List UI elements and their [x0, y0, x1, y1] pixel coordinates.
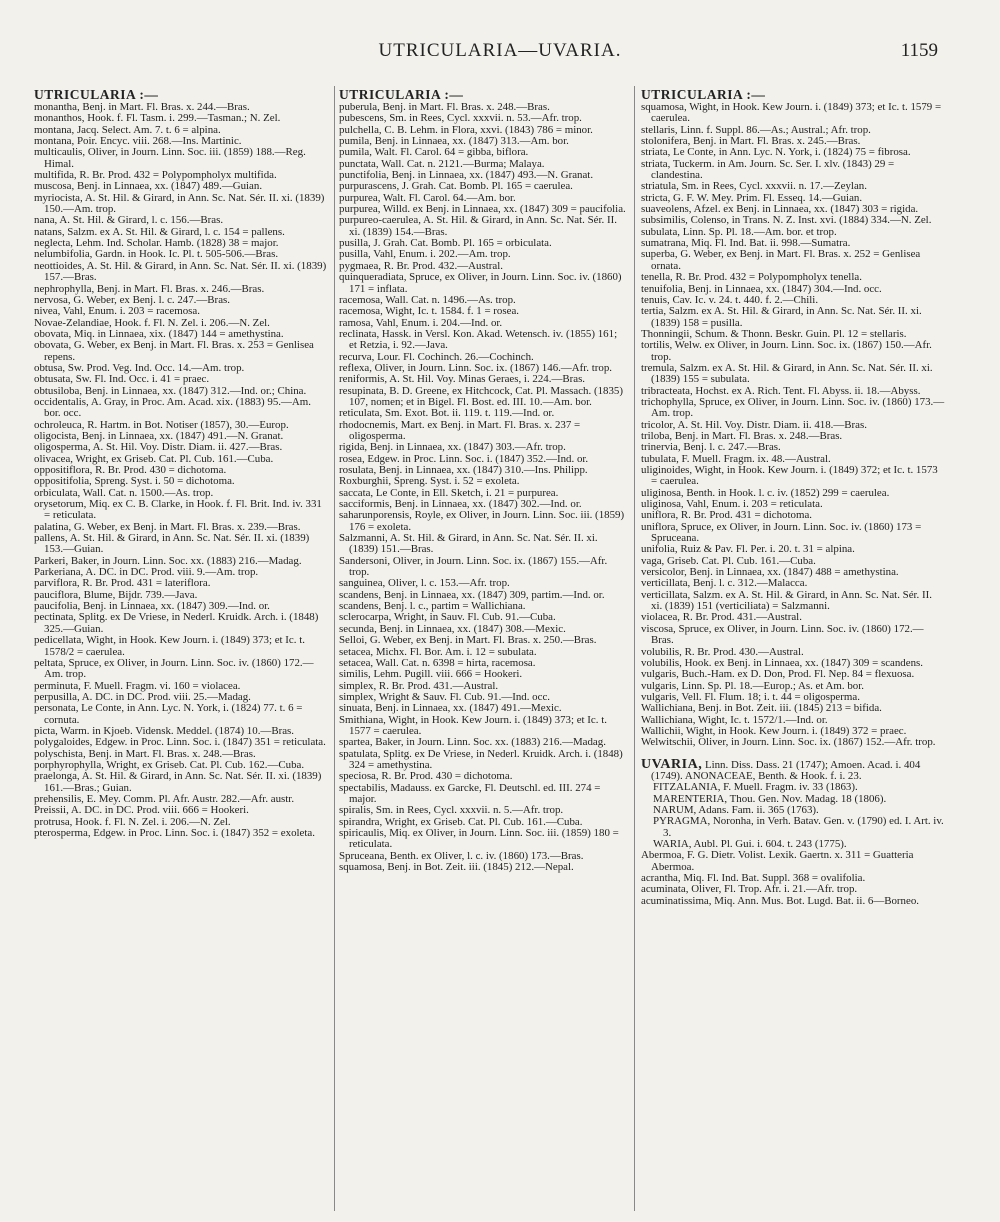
index-entry: striata, Tuckerm. in Am. Journ. Sc. Ser. I. xlv. (1843) 29 = clandestina. [641, 157, 895, 182]
index-entry: unifolia, Ruiz & Pav. Fl. Per. i. 20. t. 31 = alpina. [641, 543, 855, 556]
index-entry: superba, G. Weber, ex Benj. in Mart. Fl. Bras. x. 252 = Genlisea ornata. [641, 248, 921, 272]
index-entry: spirandra, Wright, ex Griseb. Cat. Pl. Cub. 161.—Cuba. [339, 815, 583, 828]
index-entry: subulata, Linn. Sp. Pl. 18.—Am. bor. et trop. [641, 225, 837, 238]
index-entry: rosulata, Benj. in Linnaea, xx. (1847) 310.—Ins. Philipp. [339, 464, 588, 476]
index-entry: orbiculata, Wall. Cat. n. 1500.—As. trop. [34, 486, 214, 499]
column-1 [34, 88, 330, 1208]
synonym-entry: FITZALANIA, F. Muell. Fragm. iv. 33 (1863). [653, 781, 858, 794]
index-entry: uliginosa, Vahl, Enum. i. 203 = reticulata. [641, 498, 823, 511]
synonym-entry: WARIA, Aubl. Pl. Gui. i. 604. t. 243 (1775). [653, 838, 847, 850]
index-entry: rhodocnemis, Mart. ex Benj. in Mart. Fl. Bras. x. 237 = oligosperma. [339, 418, 581, 442]
index-entry: racemosa, Wall. Cat. n. 1496.—As. trop. [339, 293, 516, 306]
index-entry: volubilis, R. Br. Prod. 430.—Austral. [641, 645, 804, 658]
index-entry: suaveolens, Afzel. ex Benj. in Linnaea, xx. (1847) 303 = rigida. [641, 203, 919, 216]
index-entry: striatula, Sm. in Rees, Cycl. xxxvii. n. 17.—Zeylan. [641, 180, 867, 193]
synonym-entry: NARUM, Adans. Fam. ii. 365 (1763). [653, 803, 819, 816]
column-divider [634, 86, 635, 1211]
index-entry: Parkeri, Baker, in Journ. Linn. Soc. xx. (1883) 216.—Madag. [34, 554, 302, 567]
index-entry: tortilis, Welw. ex Oliver, in Journ. Linn. Soc. ix. (1867) 150.—Afr. trop. [641, 339, 932, 363]
index-entry: nana, A. St. Hil. & Girard, l. c. 156.—Bras. [34, 214, 224, 227]
index-entry: squamosa, Wight, in Hook. Kew Journ. i. (1849) 373; et Ic. t. 1579 = caerulea. [641, 101, 942, 125]
index-entry: punctifolia, Benj. in Linnaea, xx. (1847) 493.—N. Granat. [339, 169, 594, 182]
entry-list [641, 102, 945, 749]
index-entry: violacea, R. Br. Prod. 431.—Austral. [641, 611, 802, 624]
synonym-entry: MARENTERIA, Thou. Gen. Nov. Madag. 18 (1806). [653, 792, 887, 805]
index-entry: obovata, G. Weber, ex Benj. in Mart. Fl. Bras. x. 253 = Genlisea repens. [34, 339, 314, 363]
index-entry: purpurea, Willd. ex Benj. in Linnaea, xx. (1847) 309 = paucifolia. [339, 203, 626, 216]
entry-list [339, 102, 626, 873]
index-entry: ochroleuca, R. Hartm. in Bot. Notiser (1857), 30.—Europ. [34, 418, 289, 431]
index-entry: polyschista, Benj. in Mart. Fl. Bras. x. 248.—Bras. [34, 747, 256, 760]
index-entry: parviflora, R. Br. Prod. 431 = lateriflora. [34, 577, 211, 590]
index-entry: oligosperma, A. St. Hil. Voy. Distr. Diam. ii. 427.—Bras. [34, 441, 283, 454]
index-entry: reniformis, A. St. Hil. Voy. Minas Geraes, i. 224.—Bras. [339, 373, 586, 386]
index-entry: paucifolia, Benj. in Linnaea, xx. (1847) 309.—Ind. or. [34, 600, 270, 613]
running-title: UTRICULARIA—UVARIA. [378, 40, 622, 61]
index-entry: purpureo-caerulea, A. St. Hil. & Girard, in Ann. Sc. Nat. Sér. II. xi. (1839) 154.—Bras. [339, 214, 617, 238]
index-entry: nervosa, G. Weber, ex Benj. l. c. 247.—Bras. [34, 293, 230, 306]
index-entry: Wallichiana, Wight, Ic. t. 1572/1.—Ind. or. [641, 713, 828, 726]
index-entry: volubilis, Hook. ex Benj. in Linnaea, xx. (1847) 309 = scandens. [641, 656, 923, 669]
index-entry: myriocista, A. St. Hil. & Girard, in Ann. Sc. Nat. Sér. II. xi. (1839) 150.—Am. trop. [34, 191, 325, 216]
index-entry: recurva, Lour. Fl. Cochinch. 26.—Cochinch. [339, 350, 534, 363]
index-entry: simplex, Wright & Sauv. Fl. Cub. 91.—Ind. occ. [339, 690, 551, 703]
index-entry: picta, Warm. in Kjoeb. Vidensk. Meddel. (1874) 10.—Bras. [34, 724, 295, 737]
index-entry: spartea, Baker, in Journ. Linn. Soc. xx. (1883) 216.—Madag. [339, 736, 606, 749]
index-entry: subsimilis, Colenso, in Trans. N. Z. Inst. xvi. (1884) 334.—N. Zel. [641, 214, 932, 227]
index-entry: acrantha, Miq. Fl. Ind. Bat. Suppl. 368 = ovalifolia. [641, 872, 866, 885]
column-heading: UTRICULARIA :— [339, 88, 464, 102]
index-entry: pusilla, Vahl, Enum. i. 202.—Am. trop. [339, 248, 511, 261]
index-entry: similis, Lehm. Pugill. viii. 666 = Hookeri. [339, 668, 523, 681]
column-2 [339, 88, 626, 1208]
index-entry: vulgaris, Linn. Sp. Pl. 18.—Europ.; As. et Am. bor. [641, 679, 864, 692]
index-entry: montana, Poir. Encyc. viii. 268.—Ins. Martinic. [34, 135, 242, 148]
index-entry: scandens, Benj. l. c., partim = Wallichiana. [339, 600, 526, 613]
index-entry: acuminata, Oliver, Fl. Trop. Afr. i. 21.—Afr. trop. [641, 883, 858, 896]
genus-entry-list [641, 850, 945, 907]
index-entry: montana, Jacq. Select. Am. 7. t. 6 = alpina. [34, 123, 221, 136]
index-entry: multicaulis, Oliver, in Journ. Linn. Soc. iii. (1859) 188.—Reg. Himal. [34, 146, 306, 170]
index-entry: speciosa, R. Br. Prod. 430 = dichotoma. [339, 770, 513, 783]
index-entry: uliginoides, Wight, in Hook. Kew Journ. i. (1849) 372; et Ic. t. 1573 = caerulea. [641, 464, 938, 488]
index-entry: pectinata, Splitg. ex De Vriese, in Nederl. Kruidk. Arch. i. (1848) 325.—Guian. [34, 611, 319, 635]
index-entry: obtusata, Sw. Fl. Ind. Occ. i. 41 = praec. [34, 373, 210, 386]
genus-name: UVARIA, [641, 756, 703, 772]
index-entry: spatulata, Splitg. ex De Vriese, in Nederl. Kruidk. Arch. i. (1848) 324 = amethystina. [339, 747, 623, 771]
index-entry: reflexa, Oliver, in Journ. Linn. Soc. ix. (1867) 146.—Afr. trop. [339, 361, 612, 374]
index-entry: nivea, Vahl, Enum. i. 203 = racemosa. [34, 305, 200, 318]
index-entry: protrusa, Hook. f. Fl. N. Zel. i. 206.—N. Zel. [34, 815, 231, 828]
index-entry: oppositiflora, R. Br. Prod. 430 = dichotoma. [34, 464, 227, 476]
index-entry: secunda, Benj. in Linnaea, xx. (1847) 308.—Mexic. [339, 622, 566, 635]
index-entry: spiralis, Sm. in Rees, Cycl. xxxvii. n. 5.—Afr. trop. [339, 804, 564, 817]
entry-list [34, 102, 330, 839]
index-entry: verticillata, Salzm. ex A. St. Hil. & Girard, in Ann. Sc. Nat. Sér. II. xi. (1839) 151 (verticiliata) = Salzmanni. [641, 588, 932, 613]
index-entry: sanguinea, Oliver, l. c. 153.—Afr. trop. [339, 577, 510, 590]
column-heading: UTRICULARIA :— [34, 88, 159, 102]
index-entry: polygaloides, Edgew. in Proc. Linn. Soc. i. (1847) 351 = reticulata. [34, 736, 326, 749]
index-entry: nephrophylla, Benj. in Mart. Fl. Bras. x. 246.—Bras. [34, 282, 265, 295]
index-entry: olivacea, Wright, ex Griseb. Cat. Pl. Cub. 161.—Cuba. [34, 452, 274, 465]
index-entry: purpurascens, J. Grah. Cat. Bomb. Pl. 165 = caerulea. [339, 180, 573, 193]
index-entry: spiricaulis, Miq. ex Oliver, in Journ. Linn. Soc. iii. (1859) 180 = reticulata. [339, 827, 619, 851]
index-entry: tremula, Salzm. ex A. St. Hil. & Girard, in Ann. Sc. Nat. Sér. II. xi. (1839) 155 = subulata. [641, 361, 933, 386]
index-entry: setacea, Wall. Cat. n. 6398 = hirta, racemosa. [339, 656, 536, 669]
index-entry: Welwitschii, Oliver, in Journ. Linn. Soc. ix. (1867) 152.—Afr. trop. [641, 736, 936, 749]
index-entry: trichophylla, Spruce, ex Oliver, in Journ. Linn. Soc. iv. (1860) 173.—Am. trop. [641, 395, 945, 420]
page-header [0, 38, 1000, 68]
index-entry: pusilla, J. Grah. Cat. Bomb. Pl. 165 = orbiculata. [339, 237, 552, 250]
index-entry: multifida, R. Br. Prod. 432 = Polypompholyx multifida. [34, 169, 277, 182]
index-entry: saharunporensis, Royle, ex Oliver, in Journ. Linn. Soc. iii. (1859) 176 = exoleta. [339, 509, 625, 533]
index-entry: racemosa, Wight, Ic. t. 1584. f. 1 = rosea. [339, 305, 520, 318]
index-entry: obtusiloba, Benj. in Linnaea, xx. (1847) 312.—Ind. or.; China. [34, 384, 307, 397]
index-entry: sacciformis, Benj. in Linnaea, xx. (1847) 302.—Ind. or. [339, 498, 582, 511]
index-entry: Roxburghii, Spreng. Syst. i. 52 = exoleta. [339, 475, 520, 488]
index-entry: oligocista, Benj. in Linnaea, xx. (1847) 491.—N. Granat. [34, 429, 284, 442]
genus-block [641, 756, 945, 907]
index-entry: muscosa, Benj. in Linnaea, xx. (1847) 489.—Guian. [34, 180, 263, 193]
index-entry: perminuta, F. Muell. Fragm. vi. 160 = violacea. [34, 679, 241, 692]
index-entry: stolonifera, Benj. in Mart. Fl. Bras. x. 245.—Bras. [641, 135, 861, 148]
index-entry: verticillata, Benj. l. c. 312.—Malacca. [641, 577, 808, 590]
index-entry: setacea, Michx. Fl. Bor. Am. i. 12 = subulata. [339, 645, 537, 658]
index-entry: scandens, Benj. in Linnaea, xx. (1847) 309, partim.—Ind. or. [339, 588, 605, 601]
index-entry: Preissii, A. DC. in DC. Prod. viii. 666 = Hookeri. [34, 804, 249, 817]
index-entry: occidentalis, A. Gray, in Proc. Am. Acad. xix. (1883) 95.—Am. bor. occ. [34, 395, 311, 420]
column-heading: UTRICULARIA :— [641, 88, 766, 102]
index-entry: peltata, Spruce, ex Oliver, in Journ. Linn. Soc. iv. (1860) 172.—Am. trop. [34, 656, 314, 681]
index-entry: purpurea, Walt. Fl. Carol. 64.—Am. bor. [339, 191, 516, 204]
index-entry: nelumbifolia, Gardn. in Hook. Ic. Pl. t. 505-506.—Bras. [34, 248, 279, 261]
index-entry: pubescens, Sm. in Rees, Cycl. xxxvii. n. 53.—Afr. trop. [339, 112, 582, 125]
index-entry: vulgaris, Buch.-Ham. ex D. Don, Prod. Fl. Nep. 84 = flexuosa. [641, 668, 915, 681]
index-entry: pygmaea, R. Br. Prod. 432.—Austral. [339, 259, 503, 272]
index-entry: saccata, Le Conte, in Ell. Sketch, i. 21 = purpurea. [339, 486, 559, 499]
index-entry: personata, Le Conte, in Ann. Lyc. N. York, i. (1824) 77. t. 6 = cornuta. [34, 702, 303, 726]
index-entry: versicolor, Benj. in Linnaea, xx. (1847) 488 = amethystina. [641, 566, 899, 579]
index-entry: rosea, Edgew. in Proc. Linn. Soc. i. (1847) 352.—Ind. or. [339, 452, 589, 465]
index-entry: porphyrophylla, Wright, ex Griseb. Cat. Pl. Cub. 162.—Cuba. [34, 758, 305, 771]
index-entry: neottioides, A. St. Hil. & Girard, in Ann. Sc. Nat. Sér. II. xi. (1839) 157.—Bras. [34, 259, 327, 284]
index-entry: uniflora, R. Br. Prod. 431 = dichotoma. [641, 509, 813, 522]
index-entry: reticulata, Sm. Exot. Bot. ii. 119. t. 119.—Ind. or. [339, 407, 555, 420]
index-entry: reclinata, Hassk. in Versl. Kon. Akad. Wetensch. iv. (1855) 161; et Retzia, i. 92.—Java. [339, 327, 618, 352]
index-entry: palatina, G. Weber, ex Benj. in Mart. Fl. Bras. x. 239.—Bras. [34, 520, 301, 533]
index-entry: natans, Salzm. ex A. St. Hil. & Girard, l. c. 154 = pallens. [34, 225, 285, 238]
index-entry: pulchella, C. B. Lehm. in Flora, xxvi. (1843) 786 = minor. [339, 123, 593, 136]
index-entry: obovata, Miq. in Linnaea, xix. (1847) 144 = amethystina. [34, 327, 284, 340]
index-entry: tenuifolia, Benj. in Linnaea, xx. (1847) 304.—Ind. occ. [641, 282, 882, 295]
index-entry: stellaris, Linn. f. Suppl. 86.—As.; Austral.; Afr. trop. [641, 123, 871, 136]
index-entry: prehensilis, E. Mey. Comm. Pl. Afr. Austr. 282.—Afr. austr. [34, 792, 295, 805]
index-entry: striata, Le Conte, in Ann. Lyc. N. York, i. (1824) 75 = fibrosa. [641, 146, 911, 159]
synonym-entry: PYRAGMA, Noronha, in Verh. Batav. Gen. v. (1790) ed. I. Art. iv. 3. [653, 815, 944, 839]
index-entry: tricolor, A. St. Hil. Voy. Distr. Diam. ii. 418.—Bras. [641, 418, 867, 431]
index-entry: Wallichii, Wight, in Hook. Kew Journ. i. (1849) 372 = praec. [641, 724, 907, 737]
index-entry: stricta, G. F. W. Mey. Prim. Fl. Esseq. 14.—Guian. [641, 191, 863, 204]
index-entry: Abermoa, F. G. Dietr. Volist. Lexik. Gaertn. x. 311 = Guatteria Abermoa. [641, 849, 914, 873]
index-entry: Selloi, G. Weber, ex Benj. in Mart. Fl. Bras. x. 250.—Bras. [339, 634, 597, 647]
index-entry: Sandersoni, Oliver, in Journ. Linn. Soc. ix. (1867) 155.—Afr. trop. [339, 554, 608, 579]
index-entry: orysetorum, Miq. ex C. B. Clarke, in Hook. f. Fl. Brit. Ind. iv. 331 = reticulata. [34, 498, 322, 522]
index-entry: pedicellata, Wight, in Hook. Kew Journ. i. (1849) 373; et Ic. t. 1578/2 = caerulea. [34, 634, 305, 658]
index-entry: resupinata, B. D. Greene, ex Hitchcock, Cat. Pl. Massach. (1835) 107, nomen; et in Bigel. Fl. Bost. ed. III. 10.—Am. bor. [339, 384, 623, 408]
index-entry: monanthos, Hook. f. Fl. Tasm. i. 299.—Tasman.; N. Zel. [34, 112, 281, 125]
index-entry: acuminatissima, Miq. Ann. Mus. Bot. Lugd. Bat. ii. 6—Borneo. [641, 894, 920, 907]
index-entry: Wallichiana, Benj. in Bot. Zeit. iii. (1845) 213 = bifida. [641, 702, 882, 715]
synonym-list [641, 782, 945, 850]
index-entry: pumila, Walt. Fl. Carol. 64 = gibba, biflora. [339, 146, 529, 159]
column-3 [641, 88, 945, 1208]
index-entry: monantha, Benj. in Mart. Fl. Bras. x. 244.—Bras. [34, 101, 250, 113]
genus-entry [641, 756, 945, 783]
index-entry: neglecta, Lehm. Ind. Scholar. Hamb. (1828) 38 = major. [34, 237, 279, 250]
index-entry: sumatrana, Miq. Fl. Ind. Bat. ii. 998.—Sumatra. [641, 237, 851, 250]
index-entry: obtusa, Sw. Prod. Veg. Ind. Occ. 14.—Am. trop. [34, 361, 245, 374]
index-entry: punctata, Wall. Cat. n. 2121.—Burma; Malaya. [339, 157, 545, 170]
page-number: 1159 [900, 40, 938, 61]
index-entry: vaga, Griseb. Cat. Pl. Cub. 161.—Cuba. [641, 554, 816, 567]
index-entry: pauciflora, Blume, Bijdr. 739.—Java. [34, 588, 198, 601]
index-entry: ramosa, Vahl, Enum. i. 204.—Ind. or. [339, 316, 503, 329]
index-entry: tenuis, Cav. Ic. v. 24. t. 440. f. 2.—Chili. [641, 293, 819, 306]
index-entry: pallens, A. St. Hil. & Girard, in Ann. Sc. Nat. Sér. II. xi. (1839) 153.—Guian. [34, 532, 310, 556]
index-entry: simplex, R. Br. Prod. 431.—Austral. [339, 679, 499, 692]
index-entry: puberula, Benj. in Mart. Fl. Bras. x. 248.—Bras. [339, 101, 550, 113]
index-entry: viscosa, Spruce, ex Oliver, in Journ. Linn. Soc. iv. (1860) 172.—Bras. [641, 622, 924, 647]
index-entry: praelonga, A. St. Hil. & Girard, in Ann. Sc. Nat. Sér. II. xi. (1839) 161.—Bras.; Guian. [34, 770, 322, 794]
index-entry: squamosa, Benj. in Bot. Zeit. iii. (1845) 212.—Nepal. [339, 861, 574, 874]
index-entry: pumila, Benj. in Linnaea, xx. (1847) 313.—Am. bor. [339, 135, 569, 148]
index-entry: uliginosa, Benth. in Hook. l. c. iv. (1852) 299 = caerulea. [641, 486, 890, 499]
index-entry: uniflora, Spruce, ex Oliver, in Journ. Linn. Soc. iv. (1860) 173 = Spruceana. [641, 520, 922, 545]
index-entry: tenella, R. Br. Prod. 432 = Polypompholyx tenella. [641, 271, 862, 284]
index-entry: tubulata, F. Muell. Fragm. ix. 48.—Austral. [641, 452, 831, 465]
index-entry: tertia, Salzm. ex A. St. Hil. & Girard, in Ann. Sc. Nat. Sér. II. xi. (1839) 158 = pusilla. [641, 305, 922, 329]
index-entry: Thonningii, Schum. & Thonn. Beskr. Guin. Pl. 12 = stellaris. [641, 327, 907, 340]
index-entry: vulgaris, Vell. Fl. Flum. 18; i. t. 44 = oligosperma. [641, 690, 860, 703]
index-entry: rigida, Benj. in Linnaea, xx. (1847) 303.—Afr. trop. [339, 441, 566, 454]
index-entry: Novae-Zelandiae, Hook. f. Fl. N. Zel. i. 206.—N. Zel. [34, 316, 270, 329]
index-entry: oppositifolia, Spreng. Syst. i. 50 = dichotoma. [34, 475, 235, 488]
index-entry: triloba, Benj. in Mart. Fl. Bras. x. 248.—Bras. [641, 429, 843, 442]
genus-text: Linn. Diss. Dass. 21 (1747); Amoen. Acad. i. 404 (1749). ANONACEAE, Benth. & Hook. f. i. 23. [651, 758, 921, 782]
index-entry: Smithiana, Wight, in Hook. Kew Journ. i. (1849) 373; et Ic. t. 1577 = caerulea. [339, 713, 607, 737]
index-entry: tribracteata, Hochst. ex A. Rich. Tent. Fl. Abyss. ii. 18.—Abyss. [641, 384, 921, 397]
index-entry: spectabilis, Madauss. ex Garcke, Fl. Deutschl. ed. III. 274 = major. [339, 781, 601, 805]
index-entry: Parkeriana, A. DC. in DC. Prod. viii. 9.—Am. trop. [34, 566, 259, 579]
index-entry: Salzmanni, A. St. Hil. & Girard, in Ann. Sc. Nat. Sér. II. xi. (1839) 151.—Bras. [339, 532, 598, 556]
column-divider [334, 86, 335, 1211]
index-entry: perpusilla, A. DC. in DC. Prod. viii. 25.—Madag. [34, 690, 251, 703]
index-entry: sclerocarpa, Wright, in Sauv. Fl. Cub. 91.—Cuba. [339, 611, 556, 624]
index-entry: sinuata, Benj. in Linnaea, xx. (1847) 491.—Mexic. [339, 702, 562, 715]
index-entry: pterosperma, Edgew. in Proc. Linn. Soc. i. (1847) 352 = exoleta. [34, 827, 315, 839]
index-entry: trinervia, Benj. l. c. 247.—Bras. [641, 441, 781, 454]
index-entry: Spruceana, Benth. ex Oliver, l. c. iv. (1860) 173.—Bras. [339, 849, 584, 862]
index-entry: quinqueradiata, Spruce, ex Oliver, in Journ. Linn. Soc. iv. (1860) 171 = inflata. [339, 271, 622, 295]
